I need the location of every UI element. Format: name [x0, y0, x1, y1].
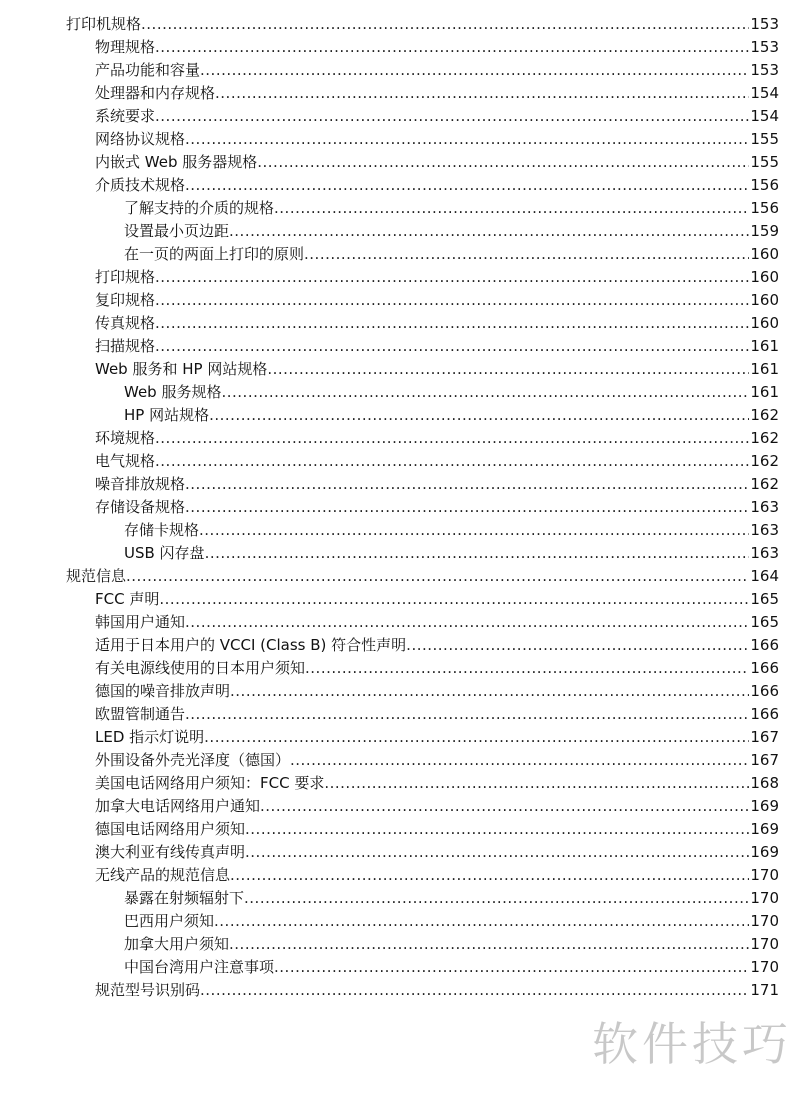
toc-entry-title: 加拿大用户须知	[124, 935, 230, 953]
toc-entry[interactable]	[66, 266, 779, 289]
dot-leader	[126, 565, 749, 588]
toc-entry[interactable]	[66, 818, 779, 841]
dot-leader	[230, 680, 749, 703]
dot-leader	[155, 266, 749, 289]
dot-leader	[305, 657, 749, 680]
toc-entry-page-number: 163	[750, 544, 779, 562]
toc-entry-title: 介质技术规格	[95, 176, 186, 194]
toc-entry-title: 复印规格	[95, 291, 156, 309]
dot-leader	[155, 289, 749, 312]
toc-entry[interactable]	[66, 243, 779, 266]
toc-entry-page-number: 170	[750, 912, 779, 930]
toc-entry[interactable]	[66, 496, 779, 519]
dot-leader	[215, 82, 749, 105]
dot-leader	[230, 864, 749, 887]
toc-entry-title: 巴西用户须知	[124, 912, 215, 930]
toc-entry[interactable]	[66, 680, 779, 703]
toc-entry[interactable]	[66, 841, 779, 864]
toc-entry-page-number: 153	[750, 15, 779, 33]
dot-leader	[205, 542, 750, 565]
toc-entry[interactable]	[66, 887, 779, 910]
toc-entry[interactable]	[66, 289, 779, 312]
dot-leader	[200, 979, 749, 1002]
toc-entry[interactable]	[66, 795, 779, 818]
toc-entry[interactable]	[66, 13, 779, 36]
toc-entry[interactable]	[66, 82, 779, 105]
toc-entry-title: Web 服务和 HP 网站规格	[95, 360, 268, 378]
dot-leader	[155, 427, 749, 450]
toc-entry[interactable]	[66, 128, 779, 151]
dot-leader	[245, 818, 749, 841]
toc-entry-page-number: 162	[750, 452, 779, 470]
dot-leader	[155, 36, 749, 59]
toc-entry-page-number: 170	[750, 889, 779, 907]
toc-entry-title: HP 网站规格	[124, 406, 210, 424]
toc-entry-page-number: 159	[750, 222, 779, 240]
toc-entry-page-number: 160	[750, 268, 779, 286]
toc-entry-page-number: 164	[750, 567, 779, 585]
toc-entry-title: 存储卡规格	[124, 521, 200, 539]
toc-entry-title: 电气规格	[95, 452, 156, 470]
toc-entry-page-number: 161	[750, 337, 779, 355]
dot-leader	[274, 197, 749, 220]
dot-leader	[204, 726, 749, 749]
toc-entry-title: 噪音排放规格	[95, 475, 186, 493]
toc-entry[interactable]	[66, 105, 779, 128]
toc-entry-page-number: 167	[750, 751, 779, 769]
toc-entry-page-number: 154	[750, 107, 779, 125]
dot-leader	[267, 358, 749, 381]
toc-entry-page-number: 165	[750, 613, 779, 631]
dot-leader	[185, 611, 749, 634]
toc-entry[interactable]	[66, 588, 779, 611]
toc-entry[interactable]	[66, 864, 779, 887]
toc-entry[interactable]	[66, 404, 779, 427]
toc-entry[interactable]	[66, 381, 779, 404]
table-of-contents	[66, 13, 779, 1002]
toc-entry[interactable]	[66, 910, 779, 933]
toc-entry-title: LED 指示灯说明	[95, 728, 205, 746]
toc-entry[interactable]	[66, 197, 779, 220]
toc-entry-title: 无线产品的规范信息	[95, 866, 231, 884]
toc-entry-title: 存储设备规格	[95, 498, 186, 516]
toc-entry-page-number: 167	[750, 728, 779, 746]
toc-entry[interactable]	[66, 358, 779, 381]
toc-entry-page-number: 156	[750, 199, 779, 217]
dot-leader	[155, 312, 749, 335]
dot-leader	[406, 634, 749, 657]
dot-leader	[214, 910, 749, 933]
toc-entry[interactable]	[66, 956, 779, 979]
toc-entry-page-number: 166	[750, 705, 779, 723]
toc-entry[interactable]	[66, 220, 779, 243]
dot-leader	[229, 220, 749, 243]
toc-entry-page-number: 171	[750, 981, 779, 999]
watermark: 软件技巧	[592, 1017, 792, 1071]
dot-leader	[199, 519, 749, 542]
dot-leader	[257, 151, 749, 174]
dot-leader	[229, 933, 749, 956]
toc-entry-page-number: 166	[750, 636, 779, 654]
toc-entry-title: 设置最小页边距	[124, 222, 230, 240]
dot-leader	[304, 243, 749, 266]
dot-leader	[260, 795, 749, 818]
toc-entry[interactable]	[66, 611, 779, 634]
toc-entry-page-number: 169	[750, 797, 779, 815]
toc-entry-title: 韩国用户通知	[95, 613, 186, 631]
toc-entry[interactable]	[66, 542, 779, 565]
dot-leader	[155, 450, 749, 473]
dot-leader	[274, 956, 749, 979]
toc-entry-title: 内嵌式 Web 服务器规格	[95, 153, 258, 171]
toc-entry[interactable]	[66, 450, 779, 473]
toc-entry-title: 美国电话网络用户须知：FCC 要求	[95, 774, 325, 792]
dot-leader	[200, 59, 749, 82]
toc-entry-page-number: 169	[750, 843, 779, 861]
toc-entry-page-number: 169	[750, 820, 779, 838]
toc-entry-title: 打印规格	[95, 268, 156, 286]
dot-leader	[324, 772, 749, 795]
dot-leader	[290, 749, 749, 772]
toc-entry[interactable]	[66, 657, 779, 680]
toc-entry[interactable]	[66, 749, 779, 772]
toc-entry-page-number: 160	[750, 314, 779, 332]
toc-entry-title: 澳大利亚有线传真声明	[95, 843, 246, 861]
toc-entry-page-number: 165	[750, 590, 779, 608]
toc-entry[interactable]	[66, 703, 779, 726]
toc-entry[interactable]	[66, 335, 779, 358]
toc-entry-title: 德国的噪音排放声明	[95, 682, 231, 700]
toc-entry-title: 打印机规格	[66, 15, 142, 33]
toc-entry-title: 欧盟管制通告	[95, 705, 186, 723]
dot-leader	[185, 128, 749, 151]
toc-entry-title: 暴露在射频辐射下	[124, 889, 245, 907]
toc-entry[interactable]	[66, 151, 779, 174]
toc-entry-page-number: 156	[750, 176, 779, 194]
toc-entry[interactable]	[66, 979, 779, 1002]
toc-entry-page-number: 170	[750, 958, 779, 976]
dot-leader	[155, 335, 749, 358]
toc-entry-title: 产品功能和容量	[95, 61, 201, 79]
toc-entry-title: 传真规格	[95, 314, 156, 332]
toc-entry-title: 规范型号识别码	[95, 981, 201, 999]
toc-entry-title: 适用于日本用户的 VCCI (Class B) 符合性声明	[95, 636, 407, 654]
toc-entry-title: 外围设备外壳光泽度（德国）	[95, 751, 291, 769]
dot-leader	[245, 841, 749, 864]
toc-entry-title: 物理规格	[95, 38, 156, 56]
toc-entry[interactable]	[66, 726, 779, 749]
toc-entry-page-number: 166	[750, 682, 779, 700]
toc-entry-title: 德国电话网络用户须知	[95, 820, 246, 838]
toc-entry-page-number: 155	[750, 153, 779, 171]
toc-entry[interactable]	[66, 565, 779, 588]
toc-entry-page-number: 163	[750, 498, 779, 516]
toc-entry-page-number: 162	[750, 429, 779, 447]
toc-entry[interactable]	[66, 427, 779, 450]
dot-leader	[221, 381, 749, 404]
toc-entry[interactable]	[66, 519, 779, 542]
dot-leader	[185, 473, 749, 496]
dot-leader	[159, 588, 749, 611]
toc-entry-title: 环境规格	[95, 429, 156, 447]
dot-leader	[141, 13, 749, 36]
toc-entry-title: FCC 声明	[95, 590, 160, 608]
toc-entry-page-number: 160	[750, 245, 779, 263]
toc-entry-page-number: 161	[750, 360, 779, 378]
toc-entry-title: Web 服务规格	[124, 383, 222, 401]
toc-entry-page-number: 170	[750, 866, 779, 884]
toc-entry-page-number: 155	[750, 130, 779, 148]
toc-entry-title: 扫描规格	[95, 337, 156, 355]
dot-leader	[244, 887, 749, 910]
toc-entry-title: USB 闪存盘	[124, 544, 205, 562]
toc-entry[interactable]	[66, 772, 779, 795]
toc-entry-title: 了解支持的介质的规格	[124, 199, 275, 217]
toc-entry[interactable]	[66, 634, 779, 657]
toc-entry-title: 在一页的两面上打印的原则	[124, 245, 305, 263]
toc-entry-page-number: 153	[750, 38, 779, 56]
toc-entry-title: 加拿大电话网络用户通知	[95, 797, 261, 815]
dot-leader	[185, 703, 749, 726]
toc-entry-page-number: 161	[750, 383, 779, 401]
dot-leader	[185, 174, 749, 197]
toc-entry[interactable]	[66, 174, 779, 197]
toc-entry-page-number: 154	[750, 84, 779, 102]
toc-entry-page-number: 153	[750, 61, 779, 79]
toc-entry-page-number: 168	[750, 774, 779, 792]
dot-leader	[209, 404, 749, 427]
toc-entry-title: 中国台湾用户注意事项	[124, 958, 275, 976]
toc-entry[interactable]	[66, 473, 779, 496]
toc-entry-title: 规范信息	[66, 567, 127, 585]
toc-entry-title: 系统要求	[95, 107, 156, 125]
toc-entry-page-number: 170	[750, 935, 779, 953]
toc-entry[interactable]	[66, 933, 779, 956]
toc-entry[interactable]	[66, 59, 779, 82]
toc-entry[interactable]	[66, 312, 779, 335]
toc-entry[interactable]	[66, 36, 779, 59]
toc-entry-page-number: 162	[750, 475, 779, 493]
toc-entry-title: 网络协议规格	[95, 130, 186, 148]
toc-entry-page-number: 163	[750, 521, 779, 539]
toc-entry-title: 有关电源线使用的日本用户须知	[95, 659, 306, 677]
dot-leader	[185, 496, 749, 519]
dot-leader	[155, 105, 749, 128]
toc-entry-title: 处理器和内存规格	[95, 84, 216, 102]
toc-entry-page-number: 160	[750, 291, 779, 309]
toc-entry-page-number: 166	[750, 659, 779, 677]
toc-entry-page-number: 162	[750, 406, 779, 424]
